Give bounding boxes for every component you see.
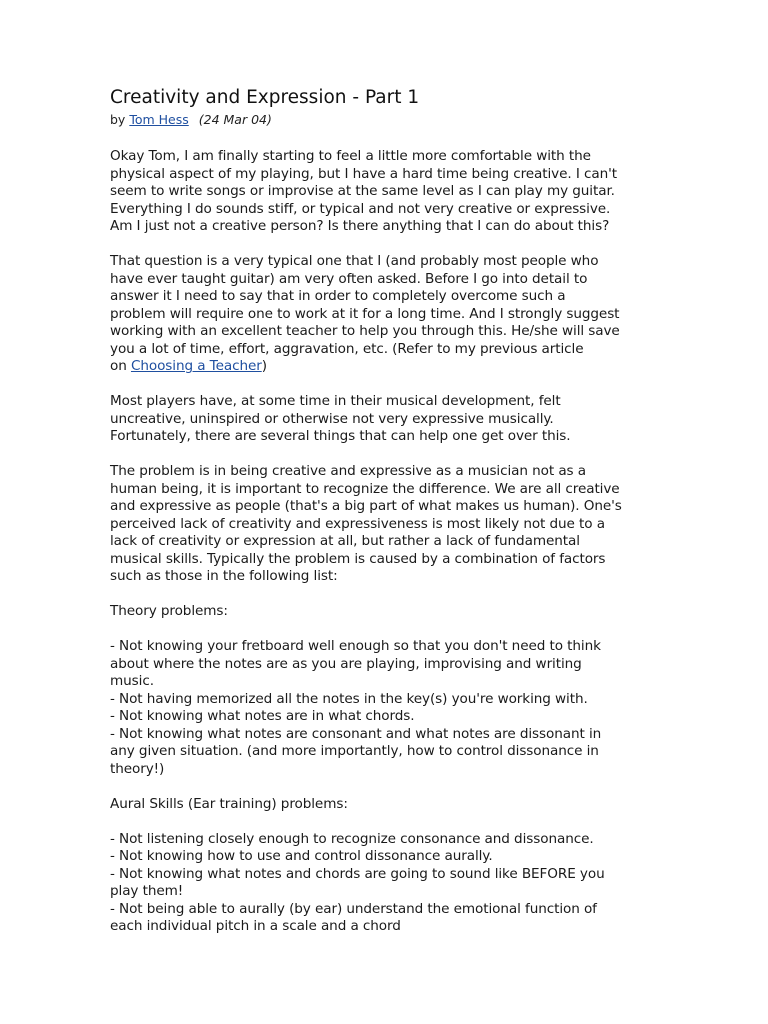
- text-line: Everything I do sounds stiff, or typical and not very creative or expressive.: [110, 200, 611, 217]
- list-item: theory!): [110, 760, 165, 777]
- section-heading-theory: [110, 603, 662, 621]
- text-line: such as those in the following list:: [110, 568, 338, 584]
- text-line: Fortunately, there are several things that can help one get over this.: [110, 428, 571, 444]
- text-line: answer it I need to say that in order to completely overcome such a: [110, 288, 566, 304]
- text-line: have ever taught guitar) am very often asked. Before I go into detail to: [110, 270, 588, 287]
- text-line: lack of creativity or expression at all, but rather a lack of fundamental: [110, 533, 580, 549]
- paragraph: [110, 148, 662, 236]
- list-item: - Not knowing how to use and control dissonance aurally.: [110, 848, 493, 864]
- list-item: - Not knowing what notes are in what chords.: [110, 708, 415, 724]
- article-body: [110, 148, 662, 936]
- list-item: - Not listening closely enough to recognize consonance and dissonance.: [110, 830, 594, 847]
- text-line: That question is a very typical one that I (and probably most people who: [110, 253, 599, 269]
- list-item: play them!: [110, 883, 184, 899]
- link-suffix: ): [261, 358, 267, 374]
- article-date: (24 Mar 04): [198, 112, 272, 127]
- text-line: physical aspect of my playing, but I have a hard time being creative. I can't: [110, 165, 617, 182]
- list-item: - Not knowing what notes are consonant and what notes are dissonant in: [110, 725, 602, 742]
- text-line: Most players have, at some time in their musical development, felt: [110, 393, 561, 409]
- paragraph: [110, 393, 662, 446]
- text-line: uncreative, uninspired or otherwise not very expressive musically.: [110, 410, 554, 427]
- theory-problems-list: [110, 638, 662, 778]
- text-line: working with an excellent teacher to help you through this. He/she will save: [110, 323, 620, 339]
- text-line: Am I just not a creative person? Is there anything that I can do about this?: [110, 218, 610, 234]
- list-item: music.: [110, 673, 154, 689]
- text-line: Aural Skills (Ear training) problems:: [110, 795, 348, 812]
- text-line: perceived lack of creativity and expressiveness is most likely not due to a: [110, 515, 605, 532]
- article-title: Creativity and Expression - Part 1: [110, 87, 420, 108]
- choosing-a-teacher-link[interactable]: Choosing a Teacher: [130, 358, 262, 374]
- list-item: - Not knowing what notes and chords are going to sound like BEFORE you: [110, 865, 605, 882]
- byline-prefix: by: [110, 112, 126, 127]
- aural-problems-list: [110, 831, 662, 936]
- text-line: [110, 358, 662, 376]
- article: [110, 86, 662, 953]
- text-line: you a lot of time, effort, aggravation, etc. (Refer to my previous article: [110, 340, 584, 357]
- list-item: about where the notes are as you are playing, improvising and writing: [110, 655, 582, 672]
- list-item: - Not having memorized all the notes in the key(s) you're working with.: [110, 690, 588, 707]
- list-item: - Not being able to aurally (by ear) understand the emotional function of: [110, 900, 597, 917]
- link-prefix: on: [110, 358, 131, 374]
- author-link[interactable]: Tom Hess: [129, 112, 189, 127]
- list-item: - Not knowing your fretboard well enough so that you don't need to think: [110, 638, 601, 654]
- paragraph: [110, 253, 662, 376]
- section-heading-aural: [110, 796, 662, 814]
- text-line: musical skills. Typically the problem is caused by a combination of factors: [110, 550, 606, 567]
- text-line: problem will require one to work at it for a long time. And I strongly suggest: [110, 305, 620, 322]
- text-line: The problem is in being creative and expressive as a musician not as a: [110, 463, 586, 479]
- list-item: any given situation. (and more importantly, how to control dissonance in: [110, 743, 599, 759]
- text-line: and expressive as people (that's a big part of what makes us human). One's: [110, 498, 622, 514]
- text-line: human being, it is important to recognize the difference. We are all creative: [110, 480, 620, 497]
- text-line: seem to write songs or improvise at the same level as I can play my guitar.: [110, 183, 615, 199]
- text-line: Theory problems:: [110, 603, 228, 619]
- list-item: each individual pitch in a scale and a chord: [110, 918, 401, 934]
- byline: [110, 111, 662, 129]
- paragraph: [110, 463, 662, 586]
- text-line: Okay Tom, I am finally starting to feel a little more comfortable with the: [110, 148, 591, 164]
